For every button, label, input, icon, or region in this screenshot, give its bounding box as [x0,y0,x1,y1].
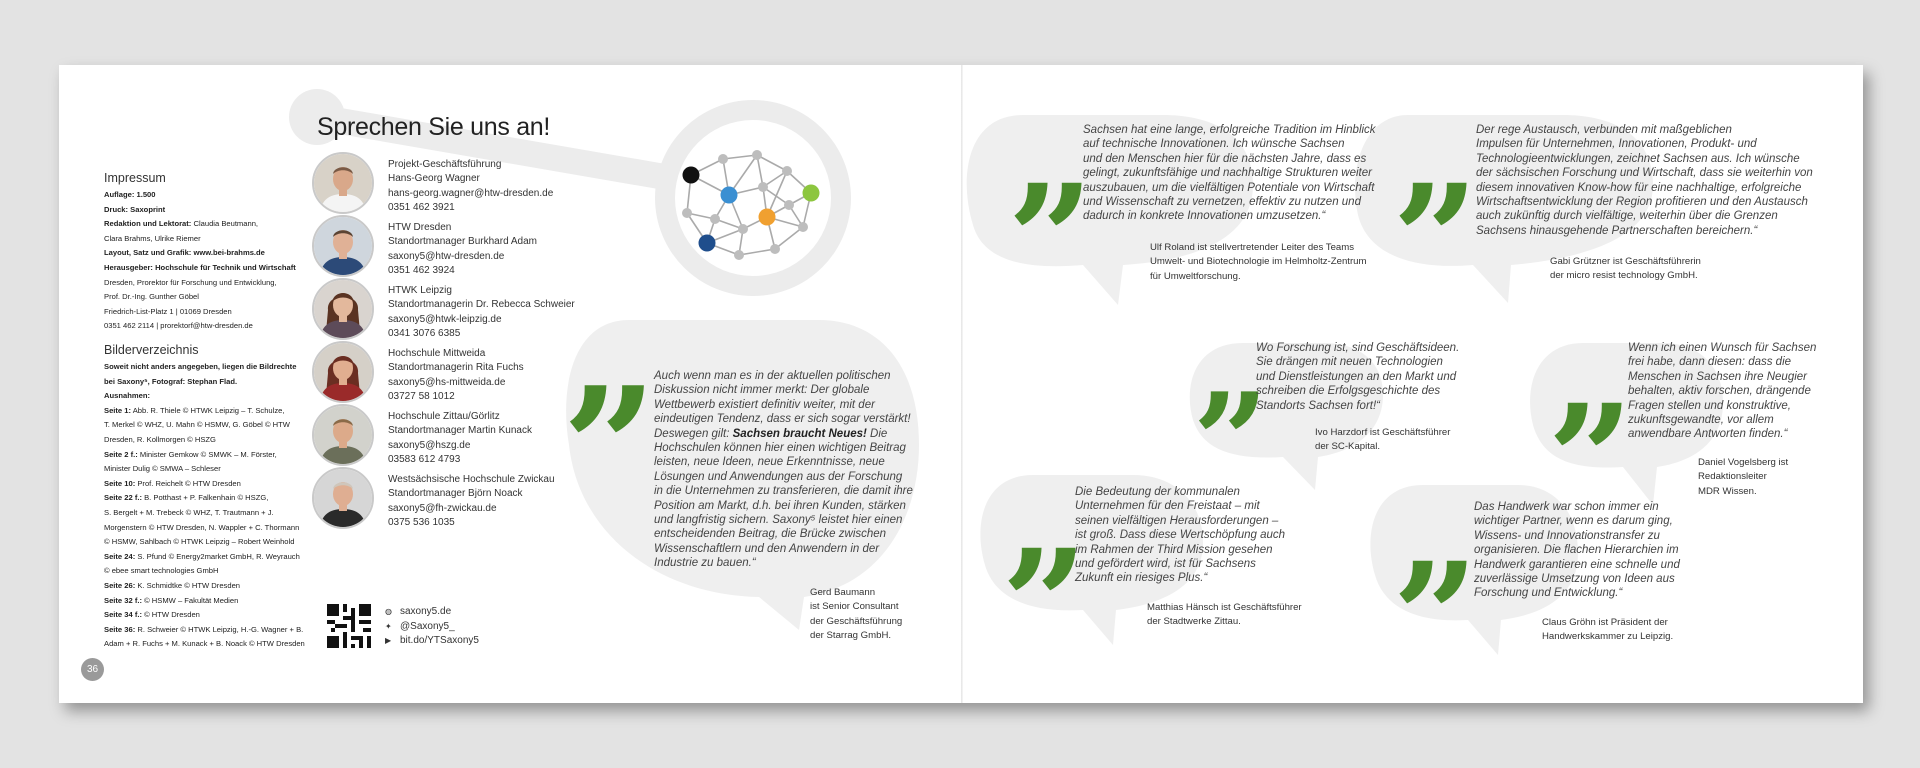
bilderverzeichnis-line-value: S. Pfund © Energy2market GmbH, R. Weyrauch [135,551,300,561]
bilderverzeichnis-line-value: Adam + R. Fuchs + M. Kunack + B. Noack © HTW Dresden [104,639,305,649]
quote-line: anwendbare Antworten finden.“ [1628,428,1788,441]
attribution-line: der Geschäftsführung [810,615,903,627]
quote-mark: „ [1195,288,1272,444]
attribution-line: MDR Wissen. [1698,485,1757,497]
attribution-line: Daniel Vogelsberg ist [1698,457,1789,468]
bilderverzeichnis-line-value: © HTW Dresden [141,610,200,620]
impressum-line-label: Auflage: 1.500 [104,190,156,199]
quote-line: auf technische Innovationen. Ich wünsche Sachsen [1083,138,1345,151]
quote-line: Wissenschaftlern und den Anwendern in der [654,542,880,555]
bilderverzeichnis-line-value: © HSMW – Fakultät Medien [141,595,239,605]
bilderverzeichnis-line-label: Seite 24: [104,551,136,561]
quote-text [1075,485,1285,586]
contact-org: Westsächsische Hochschule Zwickau [388,474,555,485]
bilderverzeichnis-line-value: R. Schweier © HTWK Leipzig, H.-G. Wagner + B. [135,624,304,634]
quote-line: Sachsens hinausgehende Partnerschaften bereichern.“ [1476,224,1758,237]
impressum-line-label: Druck: Saxoprint [104,204,166,214]
quote-text: Deswegen gilt: [654,427,733,440]
contact-details [388,221,537,279]
bilderverzeichnis-line-value: K. Schmidtke © HTW Dresden [135,580,241,590]
quote-line: Der rege Austausch, verbunden mit maßgeblichen [1476,124,1732,136]
attribution-line: Umwelt- und Biotechnologie im Helmholtz-Zentrum [1150,256,1367,268]
impressum-line-label: Layout, Satz und Grafik: www.bei-brahms.de [104,248,265,258]
quote-attribution [1147,601,1302,630]
contact-name: Hans-Georg Wagner [388,173,480,185]
quote-attribution [1550,255,1701,284]
contact-name: Standortmanagerin Rita Fuchs [388,362,524,374]
bilderverzeichnis-line [104,462,305,477]
contact-phone[interactable]: 0341 3076 6385 [388,328,461,340]
impressum-line-value: Friedrich-List-Platz 1 | 01069 Dresden [104,306,232,316]
quote-line: frei habe, dann diesen: dass die [1628,356,1792,369]
attribution-line: Matthias Hänsch ist Geschäftsführer [1147,602,1302,613]
quote-line: Unternehmen für den Freistaat – mit [1075,500,1260,513]
quote-line: und den Menschen hier für die nächsten Jahre, dass es [1083,152,1367,165]
contact-name: Standortmanagerin Dr. Rebecca Schweier [388,299,575,311]
bilderverzeichnis-line [104,535,305,550]
attribution-line: Ulf Roland ist stellvertretender Leiter des Teams [1150,242,1355,253]
impressum-line-value: Prof. Dr.-Ing. Gunther Göbel [104,292,199,302]
bilderverzeichnis-line [104,623,305,638]
attribution-line: ist Senior Consultant [810,601,899,613]
bilderverzeichnis-line-value: © HSMW, Sahlbach © HTWK Leipzig – Robert Weinhold [104,537,295,547]
attribution-line: für Umweltforschung. [1150,270,1241,282]
contact-details [388,347,524,405]
social-link[interactable] [385,634,479,649]
attribution-line: Gerd Baumann [810,587,876,598]
bilderverzeichnis-line-value: Minister Dulig © SMWA – Schleser [104,464,221,474]
impressum-line-label: Redaktion und Lektorat: [104,219,192,229]
impressum-line [104,217,296,232]
quote-highlight: Sachsen braucht Neues! [732,427,867,440]
quote-line: Forschung und Entwicklung.“ [1474,587,1623,600]
contact-card [312,278,575,342]
attribution-line: der SC-Kapital. [1315,441,1381,453]
bilderverzeichnis-line-value: Dresden, R. Kollmorgen © HSZG [104,434,216,444]
contact-card [312,341,572,405]
quote-line: Sie drängen mit neuen Technologien [1256,356,1443,369]
quote-line: zuverlässige Umsetzung von Ideen aus [1474,573,1675,586]
bilderverzeichnis-line-value: B. Potthast + P. Falkenhain © HSZG, [141,493,269,503]
quote-line: Position am Markt, d.h. bei ihren Kunden, stärken [654,499,906,512]
quote-attribution [1542,616,1673,645]
network-graphic [679,145,829,265]
impressum-line [104,290,296,305]
bilderverzeichnis-line [104,418,305,433]
quote-mark-main: „ [565,256,660,450]
contact-card [312,467,572,531]
quote-line: Wirtschaftsentwicklung der Region profitieren und den Austausch [1476,196,1808,209]
impressum-block [104,188,296,334]
quote-text [1256,341,1459,413]
bilderverzeichnis-line [104,389,305,404]
quote-line: Menschen in Sachsen ihre Neugier [1628,370,1807,383]
contact-name: Standortmanager Burkhard Adam [388,236,537,248]
contact-email[interactable]: saxony5@hs-mittweida.de [388,376,506,388]
contact-card [312,404,572,468]
contact-phone[interactable]: 0375 536 1035 [388,517,455,529]
quote-attribution [1150,241,1366,284]
impressum-line [104,319,296,334]
bilderverzeichnis-line [104,477,305,492]
bilderverzeichnis-line-label: bei Saxony⁵, Fotograf: Stephan Flad. [104,376,238,386]
quote-line: Impulsen für Unternehmen, Innovationen, Produkt- und [1476,138,1757,151]
bilderverzeichnis-line [104,506,305,521]
contact-details [388,158,553,216]
quote-line: auch zukünftig durch vielfältige, weiterhin über die Grenzen [1476,210,1778,223]
attribution-line: Ivo Harzdorf ist Geschäftsführer [1315,427,1451,438]
quote-mark: „ [1004,432,1091,607]
quote-line: Fragen stellen und konstruktive, [1628,399,1792,412]
contact-details [388,473,555,531]
bilderverzeichnis-line-value: © ebee smart technologies GmbH [104,566,219,576]
contact-title: Sprechen Sie uns an! [317,113,551,141]
impressum-line [104,246,296,261]
impressum-line [104,188,296,203]
globe-icon: ◍ [385,607,392,616]
quote-line: und langfristig sichern. Saxony⁵ leistet hier einen [654,514,903,527]
quote-line: und gefördert wird, ist für Sachsens [1075,558,1256,571]
page-number: 36 [81,658,104,681]
contact-details [388,284,575,342]
quote-line: Wenn ich einen Wunsch für Sachsen [1628,342,1817,354]
bilderverzeichnis-line [104,491,305,506]
impressum-line [104,203,296,218]
contact-email[interactable]: saxony5@htw-dresden.de [388,250,505,262]
quote-line [654,427,913,441]
quote-line: Zukunft ein riesiges Plus.“ [1075,572,1208,585]
social-link[interactable] [385,620,479,635]
bilderverzeichnis-line-label: Seite 10: [104,478,136,488]
contact-phone[interactable]: 03583 612 4793 [388,454,461,466]
quote-line: der sächsischen Forschung und Wirtschaft, dass sie weiterhin von [1476,167,1813,180]
quote-line: organisieren. Die flachen Hierarchien im [1474,544,1679,557]
quote-line: diesem innovativen Know-how für eine nachhaltige, erfolgreiche [1476,181,1802,194]
contact-email[interactable]: hans-georg.wagner@htw-dresden.de [388,187,554,199]
social-link-label[interactable]: saxony5.de [400,606,452,617]
contact-email[interactable]: saxony5@htwk-leipzig.de [388,313,502,325]
bilderverzeichnis-line [104,521,305,536]
quote-line: Hochschulen können hier einen wichtigen Beitrag [654,442,906,455]
bilderverzeichnis-title: Bilderverzeichnis [104,343,199,357]
bilderverzeichnis-line-label: Seite 2 f.: [104,449,138,459]
quote-line: Auch wenn man es in der aktuellen politischen [654,370,891,382]
quote-line: Sachsen hat eine lange, erfolgreiche Tradition im Hinblick [1083,124,1376,136]
quote-line: schreiben die Erfolgsgeschichte des [1256,385,1441,398]
avatar [312,278,374,340]
bilderverzeichnis-line [104,375,305,390]
avatar [312,404,374,466]
social-link[interactable] [385,605,479,620]
bilderverzeichnis-line-label: Seite 26: [104,580,136,590]
contact-name: Standortmanager Martin Kunack [388,425,532,437]
quote-text: Die [866,427,888,440]
avatar [312,467,374,529]
quote-text [1474,500,1680,601]
contact-details [388,410,532,468]
impressum-line-value: Dresden, Prorektor für Forschung und Entwicklung, [104,277,277,287]
attribution-line: Gabi Grützner ist Geschäftsführerin [1550,256,1701,267]
avatar [312,152,374,214]
impressum-line-label: Herausgeber: Hochschule für Technik und Wirtschaft [104,262,296,272]
social-links [385,605,479,649]
contact-phone[interactable]: 03727 58 1012 [388,391,455,403]
quote-line: Technologieentwicklungen, zeichnet Sachsen aus. Ich wünsche [1476,152,1800,165]
bilderverzeichnis-line [104,564,305,579]
impressum-line [104,305,296,320]
quote-line: Lösungen und Anwendungen aus der Forschung [654,470,903,483]
quote-text [1083,123,1376,224]
contact-org: Hochschule Mittweida [388,348,486,359]
brochure-spread [59,65,1863,703]
bilderverzeichnis-line-value: Minister Gemkow © SMWK – M. Förster, [137,449,277,459]
quote-line: dadurch in konkrete Innovationen umzusetzen.“ [1083,210,1326,223]
bilderverzeichnis-block [104,360,305,652]
attribution-line: Handwerkskammer zu Leipzig. [1542,631,1674,643]
attribution-line: Claus Gröhn ist Präsident der [1542,617,1668,628]
impressum-line-value: Claudia Beutmann, [191,219,259,229]
contact-phone[interactable]: 0351 462 3924 [388,265,455,277]
impressum-line [104,276,296,291]
bilderverzeichnis-line [104,550,305,565]
bilderverzeichnis-line-label: Seite 36: [104,624,136,634]
quote-line: Diskussion nicht immer merkt: Der globale [654,384,870,397]
quote-line: seinen vielfältigen Herausforderungen – [1075,514,1279,527]
social-link-label[interactable]: @Saxony5_ [400,620,455,632]
bilderverzeichnis-line-label: Ausnahmen: [104,391,150,401]
bilderverzeichnis-line-value: S. Bergelt + M. Trebeck © WHZ, T. Trautmann + J. [104,507,274,517]
bilderverzeichnis-line [104,579,305,594]
bilderverzeichnis-line-value: Prof. Reichelt © HTW Dresden [135,478,241,488]
quote-line: in die Unternehmen zu transferieren, die damit ihre [654,485,913,498]
bilderverzeichnis-line [104,433,305,448]
quote-line: gelingt, zukunftsfähige und nachhaltige Strukturen weiter [1083,167,1372,180]
quote-line: wichtiger Partner, wenn es darum ging, [1474,515,1673,528]
contact-card [312,215,572,279]
impressum-line [104,232,296,247]
contact-org: HTW Dresden [388,222,452,233]
quote-mark: „ [1395,67,1482,242]
quote-line: Handwerk garantieren eine schnelle und [1474,558,1680,571]
contact-org: HTWK Leipzig [388,285,452,296]
contact-email[interactable]: saxony5@hszg.de [388,439,471,451]
impressum-title: Impressum [104,171,166,185]
contact-email[interactable]: saxony5@fh-zwickau.de [388,502,497,514]
quote-mark: „ [1010,67,1097,242]
quote-line: auszubauen, um die vielfältigen Potentiale von Wirtschaft [1083,181,1375,194]
quote-line: entscheidenden Beitrag, die Brücke zwischen [654,528,887,541]
quote-line: leisten, neue Ideen, neue Erkenntnisse, neue [654,456,885,469]
avatar [312,341,374,403]
bilderverzeichnis-line-value: Morgenstern © HTW Dresden, N. Wappler + C. Thormann [104,522,300,532]
quote-main-attribution [810,586,902,644]
contact-org: Projekt-Geschäftsführung [388,159,502,170]
bilderverzeichnis-line-label: Seite 32 f.: [104,595,142,605]
quote-line: Wettbewerb existiert definitiv weiter, mit der [654,398,875,411]
quote-line: Das Handwerk war schon immer ein [1474,501,1659,513]
quote-line: und Wissenschaft zu vernetzen, effektiv zu nutzen und [1083,196,1361,209]
bilderverzeichnis-line [104,404,305,419]
impressum-line-value: Clara Brahms, Ulrike Riemer [104,233,201,243]
quote-text [1476,123,1813,238]
bilderverzeichnis-line [104,637,305,652]
quote-line: Wissens- und Innovationstransfer zu [1474,529,1660,542]
social-link-label[interactable]: bit.do/YTSaxony5 [400,635,479,647]
attribution-line: der Starrag GmbH. [810,630,892,642]
quote-line: Industrie zu bauen.“ [654,557,756,570]
bilderverzeichnis-line-label: Seite 22 f.: [104,493,142,503]
bilderverzeichnis-line-label: Seite 34 f.: [104,610,142,620]
avatar [312,215,374,277]
quote-text [1628,341,1816,442]
quote-line: Wo Forschung ist, sind Geschäftsideen. [1256,342,1460,354]
quote-line: Standorts Sachsen fort!“ [1256,399,1381,412]
quote-main-text [654,369,913,571]
bilderverzeichnis-line [104,594,305,609]
bilderverzeichnis-line [104,608,305,623]
bilderverzeichnis-line-value: T. Merkel © WHZ, U. Mahn © HSMW, G. Göbel © HTW [104,420,290,430]
quote-line: eindeutigen Tendenz, dass er sich sogar verstärkt! [654,413,911,426]
quote-mark: „ [1550,287,1637,462]
bilderverzeichnis-line [104,448,305,463]
attribution-line: der Stadtwerke Zittau. [1147,616,1241,628]
quote-line: im Rahmen der Third Mission gesehen [1075,543,1273,556]
attribution-line: Redaktionsleiter [1698,471,1767,483]
quote-line: ist groß. Dass diese Wertschöpfung auch [1075,529,1286,542]
bilderverzeichnis-line-label: Soweit nicht anders angegeben, liegen die Bildrechte [104,362,297,371]
quote-line: behalten, aktiv forschen, drängende [1628,385,1811,398]
contact-name: Standortmanager Björn Noack [388,488,523,500]
contact-phone[interactable]: 0351 462 3921 [388,202,455,214]
twitter-icon: ✦ [385,621,392,631]
quote-line: und Dienstleistungen an den Markt und [1256,370,1457,383]
qr-code[interactable] [327,604,371,648]
quote-mark: „ [1395,445,1482,620]
bilderverzeichnis-line [104,360,305,375]
bilderverzeichnis-line-label: Seite 1: [104,405,132,415]
impressum-line [104,261,296,276]
quote-attribution [1698,456,1788,499]
contact-org: Hochschule Zittau/Görlitz [388,411,500,422]
quote-line: zukunftsgewandte, vor allem [1628,414,1774,427]
bilderverzeichnis-line-value: Abb. R. Thiele © HTWK Leipzig – T. Schulze, [131,405,285,415]
impressum-line-value: 0351 462 2114 | prorektorf@htw-dresden.de [104,321,253,331]
youtube-icon: ▶ [385,636,392,646]
contact-card [312,152,572,216]
quote-line: Die Bedeutung der kommunalen [1075,486,1240,498]
attribution-line: der micro resist technology GmbH. [1550,270,1698,282]
